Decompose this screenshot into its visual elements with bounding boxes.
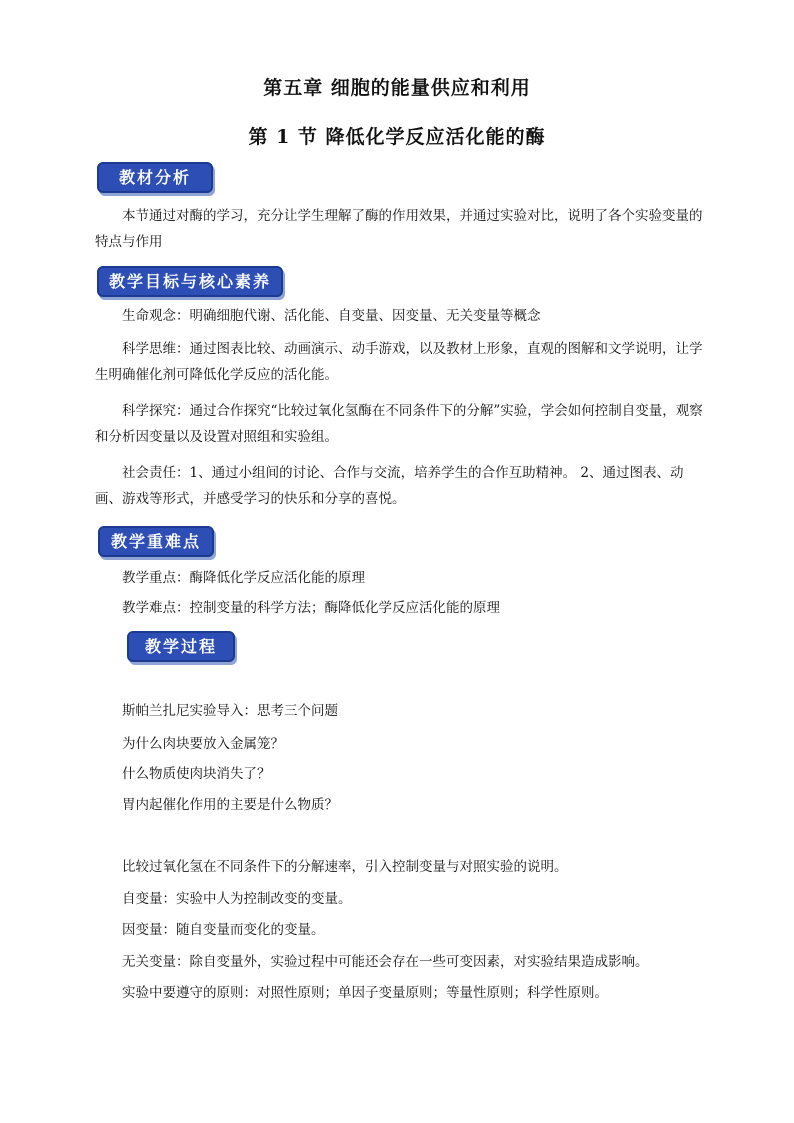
process-question-2: 什么物质使肉块消失了？ bbox=[122, 766, 271, 782]
process-independent-variable: 自变量：实验中人为控制改变的变量。 bbox=[122, 891, 352, 907]
chapter-title: 第五章 细胞的能量供应和利用 bbox=[263, 77, 531, 99]
badge-analysis: 教材分析 bbox=[97, 162, 213, 193]
key-point-focus: 教学重点：酶降低化学反应活化能的原理 bbox=[122, 570, 365, 586]
analysis-paragraph: 本节通过对酶的学习，充分让学生理解了酶的作用效果，并通过实验对比，说明了各个实验变量的特点与作用 bbox=[95, 208, 703, 250]
process-question-1: 为什么肉块要放入金属笼？ bbox=[122, 736, 284, 752]
badge-key-points: 教学重难点 bbox=[98, 526, 214, 557]
process-compare: 比较过氧化氢在不同条件下的分解速率，引入控制变量与对照实验的说明。 bbox=[122, 859, 568, 875]
goal-life-concept: 生命观念：明确细胞代谢、活化能、自变量、因变量、无关变量等概念 bbox=[122, 308, 541, 324]
goal-scientific-inquiry: 科学探究：通过合作探究“比较过氧化氢酶在不同条件下的分解”实验，学会如何控制自变量，观察和分析因变量以及设置对照组和实验组。 bbox=[95, 403, 703, 445]
process-principles: 实验中要遵守的原则：对照性原则；单因子变量原则；等量性原则；科学性原则。 bbox=[122, 985, 608, 1001]
badge-process: 教学过程 bbox=[127, 631, 235, 662]
goal-social-responsibility: 社会责任：1、通过小组间的讨论、合作与交流，培养学生的合作互助精神。 2、通过图表、动画、游戏等形式，并感受学习的快乐和分享的喜悦。 bbox=[95, 465, 684, 507]
goal-scientific-thinking: 科学思维：通过图表比较、动画演示、动手游戏，以及教材上形象，直观的图解和文学说明，让学生明确催化剂可降低化学反应的活化能。 bbox=[95, 341, 703, 383]
key-point-difficulty: 教学难点：控制变量的科学方法；酶降低化学反应活化能的原理 bbox=[122, 600, 500, 616]
process-dependent-variable: 因变量：随自变量而变化的变量。 bbox=[122, 922, 325, 938]
process-irrelevant-variable: 无关变量：除自变量外，实验过程中可能还会存在一些可变因素，对实验结果造成影响。 bbox=[122, 954, 649, 970]
section-title: 第 1 节 降低化学反应活化能的酶 bbox=[248, 126, 546, 148]
process-question-3: 胃内起催化作用的主要是什么物质？ bbox=[122, 797, 338, 813]
badge-goals: 教学目标与核心素养 bbox=[97, 266, 283, 297]
process-intro: 斯帕兰扎尼实验导入：思考三个问题 bbox=[122, 703, 338, 719]
